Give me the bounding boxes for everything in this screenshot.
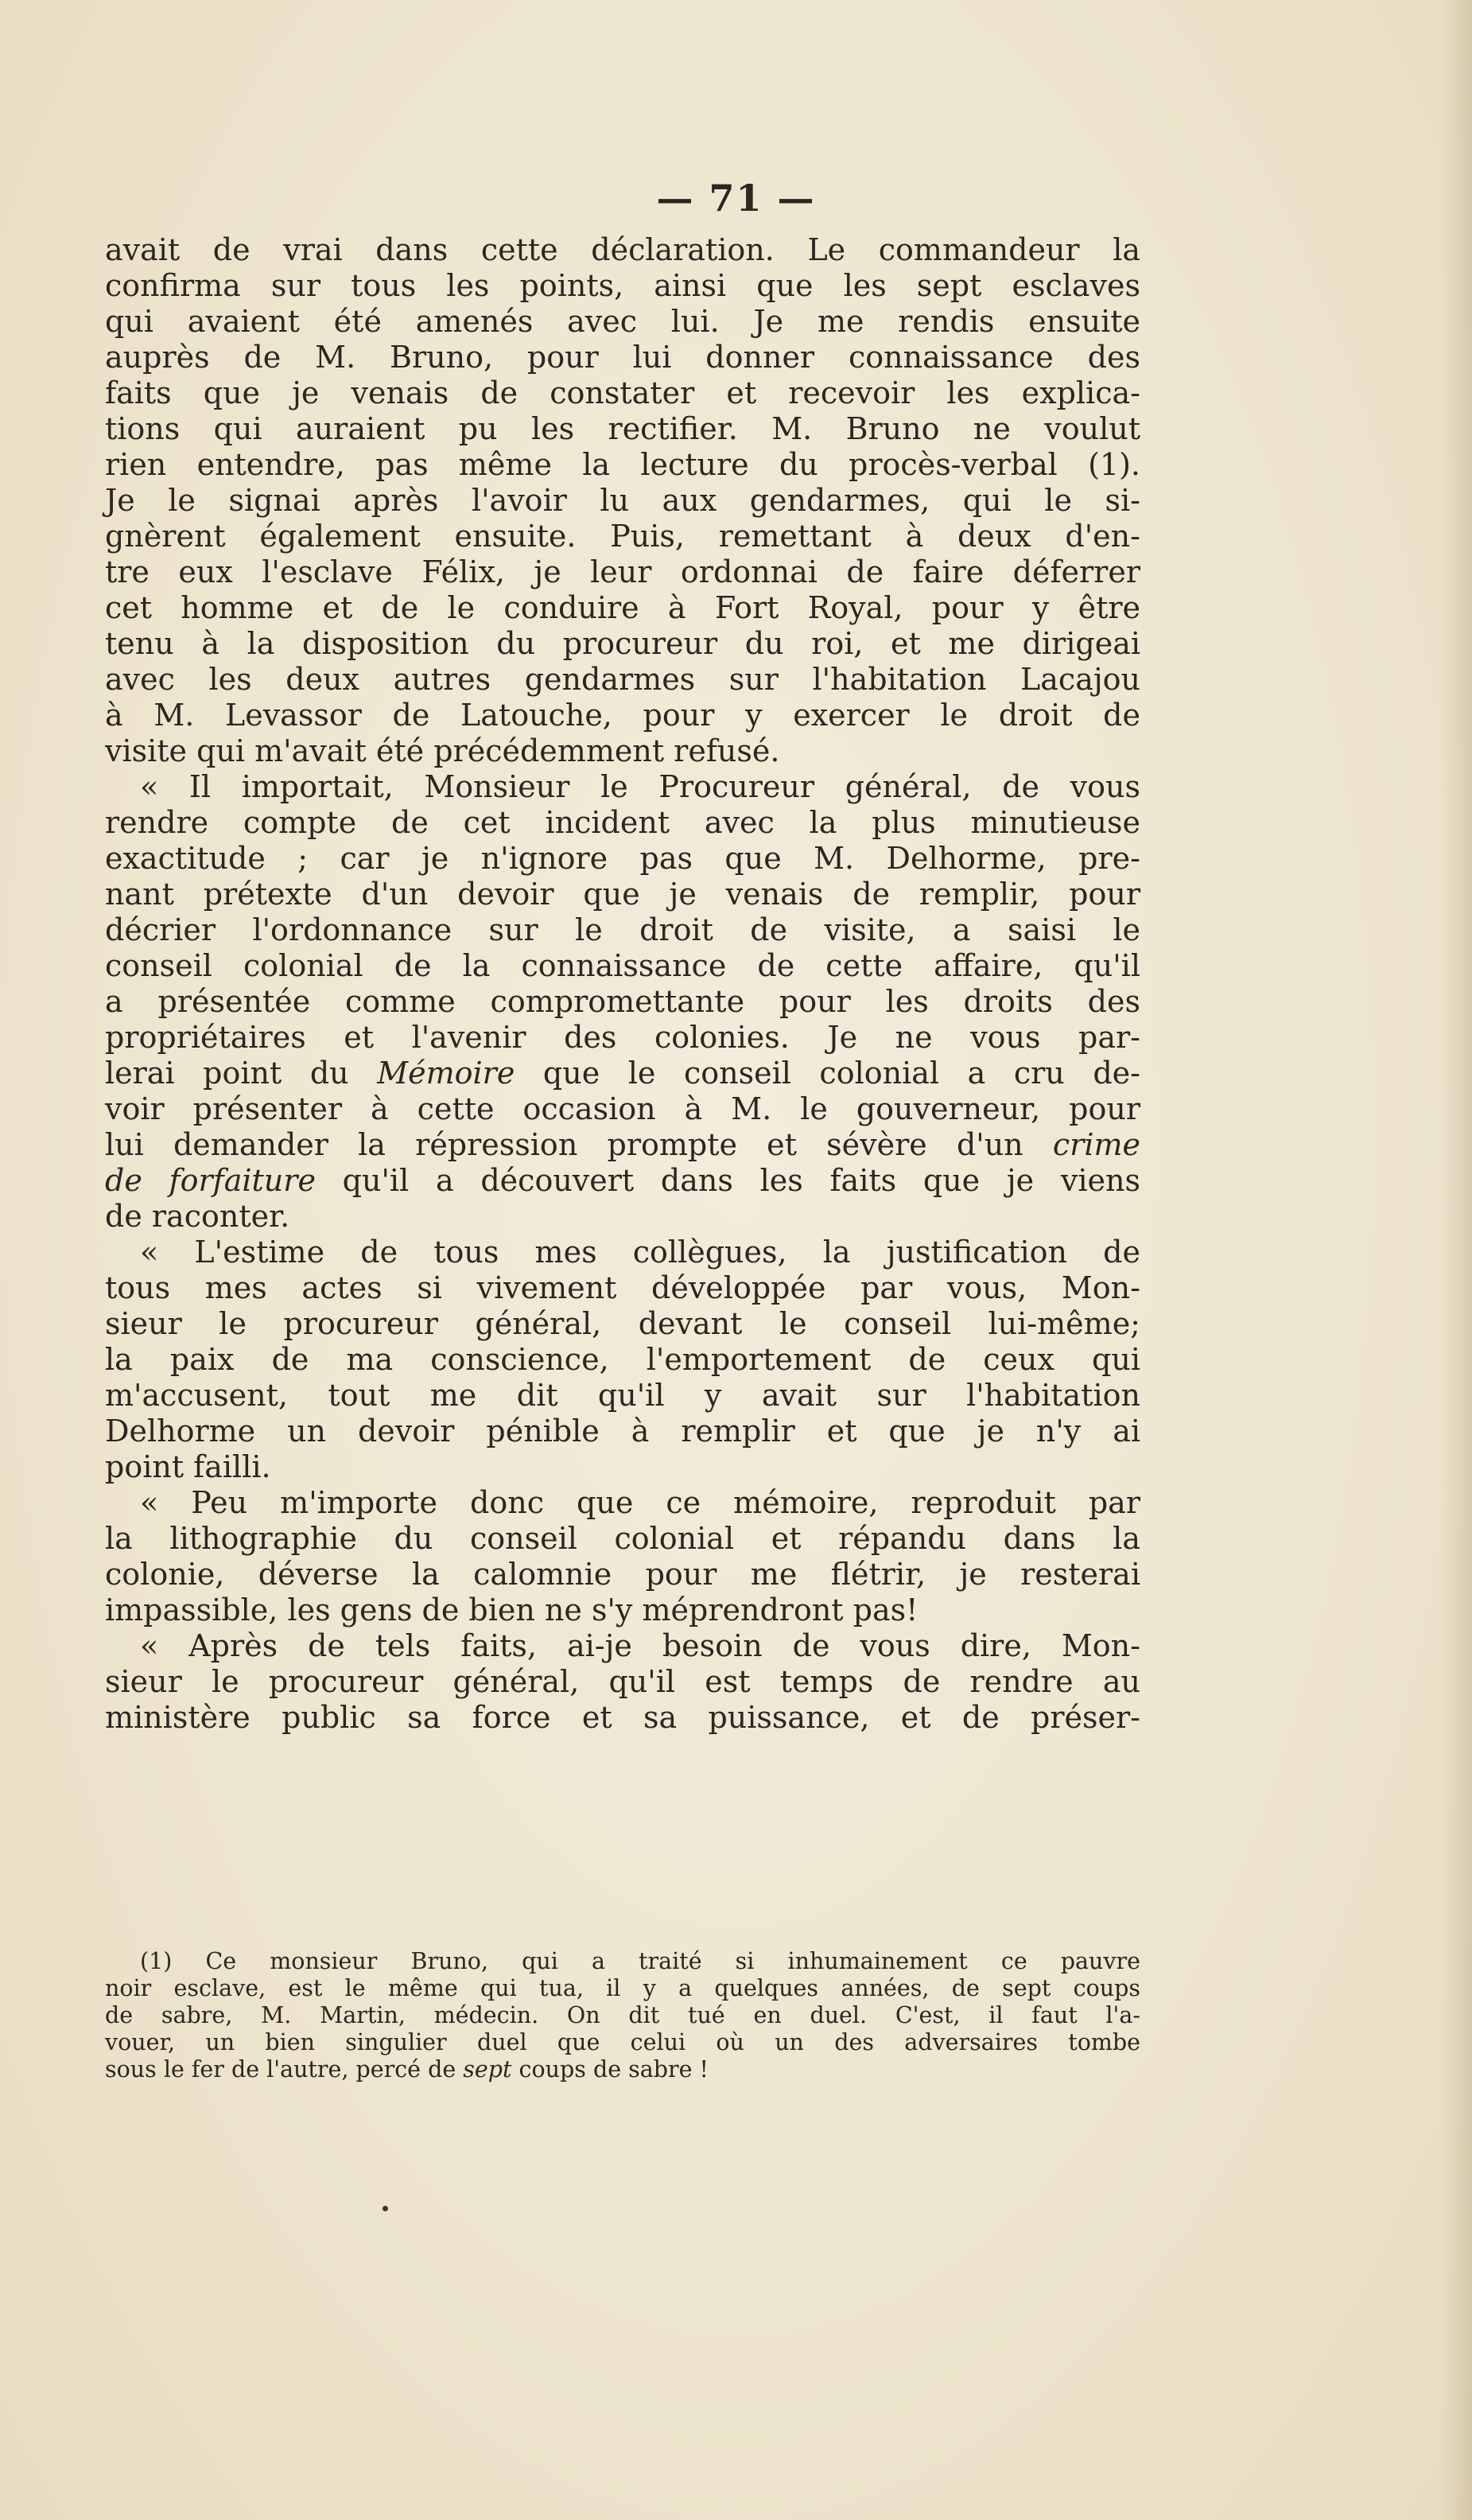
footnote-line: noir esclave, est le même qui tua, il y a quelques années, de sept coups [105,1975,1140,2001]
text-line: point failli. [105,1449,271,1484]
text-line: sieur le procureur général, qu'il est temps de rendre au [105,1664,1140,1699]
text-line: tenu à la disposition du procureur du roi, et me dirigeai [105,626,1140,661]
text-line: visite qui m'avait été précédemment refusé. [105,733,780,768]
text-line: « Il importait, Monsieur le Procureur général, de vous [140,769,1140,804]
text-line: de forfaiture qu'il a découvert dans les faits que je viens [105,1163,1140,1198]
text-line: cet homme et de le conduire à Fort Royal, pour y être [105,590,1140,625]
text-line: exactitude ; car je n'ignore pas que M. Delhorme, pre- [105,841,1140,876]
text-line: auprès de M. Bruno, pour lui donner connaissance des [105,340,1140,375]
ink-dot [383,2206,388,2211]
text-line: Je le signai après l'avoir lu aux gendarmes, qui le si- [105,483,1140,518]
text-line: la lithographie du conseil colonial et répandu dans la [105,1521,1140,1556]
text-line: propriétaires et l'avenir des colonies. Je ne vous par- [105,1020,1140,1055]
page-edge-shadow [1440,0,1472,2520]
text-line: rendre compte de cet incident avec la plus minutieuse [105,805,1140,840]
footnote-line: sous le fer de l'autre, percé de sept coups de sabre ! [105,2056,709,2082]
text-line: à M. Levassor de Latouche, pour y exercer le droit de [105,698,1140,733]
text-line: colonie, déverse la calomnie pour me flétrir, je resterai [105,1557,1140,1592]
text-line: décrier l'ordonnance sur le droit de visite, a saisi le [105,912,1140,947]
text-line: nant prétexte d'un devoir que je venais de remplir, pour [105,877,1140,912]
text-line: rien entendre, pas même la lecture du procès-verbal (1). [105,447,1140,482]
text-line: impassible, les gens de bien ne s'y méprendront pas! [105,1592,919,1628]
text-line: tre eux l'esclave Félix, je leur ordonnai de faire déferrer [105,554,1140,589]
text-line: sieur le procureur général, devant le conseil lui-même; [105,1306,1140,1341]
text-line: confirma sur tous les points, ainsi que les sept esclaves [105,268,1140,303]
text-line: tions qui auraient pu les rectifier. M. Bruno ne voulut [105,411,1140,446]
footnote-line: vouer, un bien singulier duel que celui où un des adversaires tombe [105,2029,1140,2055]
text-line: « Peu m'importe donc que ce mémoire, reproduit par [140,1485,1140,1520]
footnote [105,1948,1140,2083]
text-line: tous mes actes si vivement développée par vous, Mon- [105,1270,1140,1305]
text-line: lerai point du Mémoire que le conseil colonial a cru de- [105,1056,1140,1091]
footnote-line: de sabre, M. Martin, médecin. On dit tué en duel. C'est, il faut l'a- [105,2002,1140,2028]
text-line: conseil colonial de la connaissance de cette affaire, qu'il [105,948,1140,983]
text-line: gnèrent également ensuite. Puis, remettant à deux d'en- [105,519,1140,554]
page-number: — 71 — [656,177,816,220]
text-line: lui demander la répression prompte et sévère d'un crime [105,1127,1140,1162]
text-line: a présentée comme compromettante pour les droits des [105,984,1140,1019]
text-line: la paix de ma conscience, l'emportement de ceux qui [105,1342,1140,1377]
text-line: Delhorme un devoir pénible à remplir et que je n'y ai [105,1414,1140,1449]
text-line: avec les deux autres gendarmes sur l'habitation Lacajou [105,662,1140,697]
text-line: faits que je venais de constater et recevoir les explica- [105,375,1140,410]
text-line: qui avaient été amenés avec lui. Je me rendis ensuite [105,304,1140,339]
text-line: voir présenter à cette occasion à M. le gouverneur, pour [105,1091,1140,1126]
text-line: de raconter. [105,1199,290,1234]
text-line: « L'estime de tous mes collègues, la justification de [140,1235,1140,1270]
main-text [105,232,1140,1736]
footnote-line: (1) Ce monsieur Bruno, qui a traité si inhumainement ce pauvre [140,1948,1140,1974]
text-line: « Après de tels faits, ai-je besoin de vous dire, Mon- [140,1628,1140,1663]
text-line: m'accusent, tout me dit qu'il y avait sur l'habitation [105,1378,1140,1413]
text-line: ministère public sa force et sa puissance, et de préser- [105,1700,1140,1735]
text-line: avait de vrai dans cette déclaration. Le commandeur la [105,232,1140,267]
